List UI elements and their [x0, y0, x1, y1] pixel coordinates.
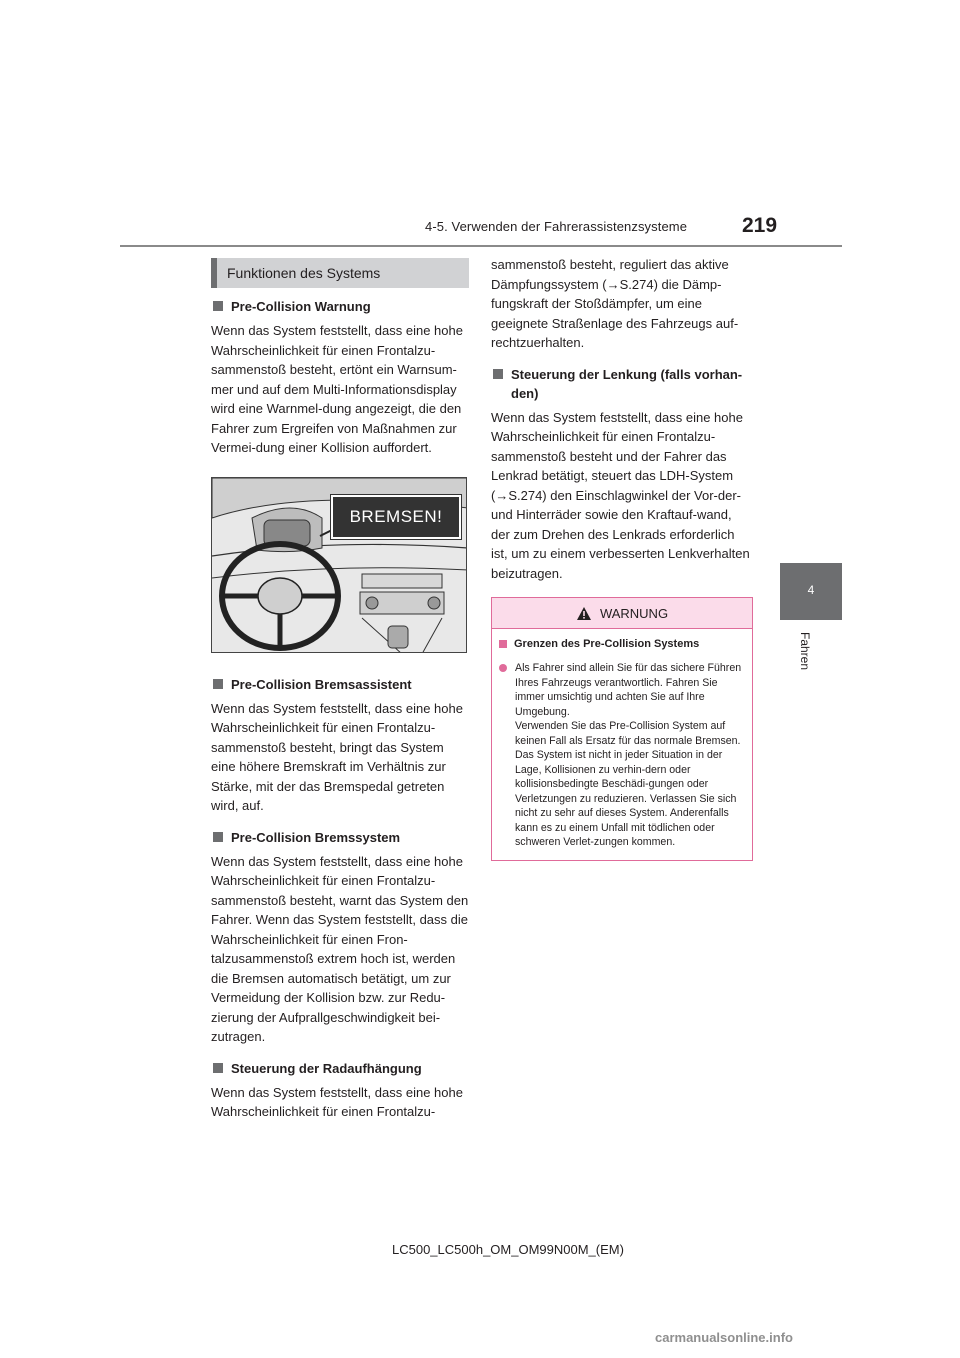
- right-column: [491, 255, 753, 861]
- heading-text: Steuerung der Radaufhängung: [231, 1060, 422, 1076]
- paragraph-steuerung-lenkung: Wenn das System feststellt, dass eine hohe Wahrscheinlichkeit für einen Frontalzu-sammenstoß besteht und der Fahrer das Lenkrad betätigt, steuert das LDH-System (→S.274) den Einschlagwinkel der Vor-der- und Hinterräder sowie den Kraftauf-wand, der zum Drehen des Lenkrads erforderlich ist, um zu einem verbesserten Lenkverhalten beizutragen.: [491, 409, 750, 581]
- warning-triangle-icon: [576, 606, 592, 621]
- chapter-tab-label: Fahren: [798, 632, 812, 671]
- warning-heading: [498, 637, 743, 652]
- heading-pre-collision-warnung: [211, 297, 469, 316]
- heading-steuerung-radaufhaengung: [211, 1059, 469, 1078]
- heading-text: Pre-Collision Bremssystem: [231, 829, 401, 845]
- square-bullet-icon: [499, 640, 507, 648]
- header-rule: [120, 245, 842, 247]
- document-code: LC500_LC500h_OM_OM99N00M_(EM): [392, 1242, 624, 1257]
- page-number: 219: [742, 214, 778, 237]
- paragraph-pre-collision-bremssystem: Wenn das System feststellt, dass eine hohe Wahrscheinlichkeit für einen Frontalzu-sammenstoß besteht, warnt das System den Fahrer. Wenn das System feststellt, dass die Wahrscheinlichkeit für einen Fron-talzusammenstoß extrem hoch ist, werden die Bremsen automatisch betätigt, um zur Vermeidung der Kollision bzw. zur Redu-zierung der Aufprallgeschwindigkeit bei-zutragen.: [211, 853, 469, 1044]
- heading-text: Steuerung der Lenkung (falls vorhan-den): [511, 366, 743, 401]
- square-bullet-icon: [213, 832, 223, 842]
- square-bullet-icon: [213, 679, 223, 689]
- section-title: Funktionen des Systems: [227, 265, 381, 281]
- square-bullet-icon: [213, 301, 223, 311]
- section-title-bar: [211, 258, 469, 288]
- warning-title: WARNUNG: [599, 605, 669, 621]
- warning-box: [491, 597, 753, 861]
- paragraph-pre-collision-bremsassistent: Wenn das System feststellt, dass eine hohe Wahrscheinlichkeit für einen Frontalzu-sammenstoß besteht, bringt das System eine höhere Bremskraft im Verhältnis zur Stärke, mit der das Bremspedal getreten wird, auf.: [211, 700, 463, 813]
- paragraph-pre-collision-warnung: Wenn das System feststellt, dass eine hohe Wahrscheinlichkeit für einen Frontalzu-sammenstoß besteht, ertönt ein Warnsum-mer und auf dem Multi-Informationsdisplay wird eine Warnmel-dung angezeigt, die den Fahrer zum Ergreifen von Maßnahmen zur Vermei-dung einer Kollision auffordert.: [211, 323, 463, 455]
- warning-heading-text: Grenzen des Pre-Collision Systems: [514, 638, 700, 650]
- heading-pre-collision-bremsassistent: [211, 675, 469, 694]
- heading-text: Pre-Collision Warnung: [231, 299, 371, 314]
- round-bullet-icon: [499, 664, 507, 672]
- warning-header: [492, 598, 752, 629]
- square-bullet-icon: [493, 369, 503, 379]
- watermark[interactable]: carmanualsonline.info: [655, 1330, 793, 1345]
- paragraph-radaufhaengung-continued: sammenstoß besteht, reguliert das aktive Dämpfungssystem (→S.274) die Dämp-fungskraft der Stoßdämpfer, um eine geeignete Straßenlage des Fahrzeugs auf-rechtzuerhalten.: [491, 257, 739, 350]
- warning-body: [492, 629, 752, 860]
- warning-item: [498, 661, 743, 850]
- square-bullet-icon: [213, 1063, 223, 1073]
- heading-steuerung-lenkung: [491, 365, 753, 403]
- heading-pre-collision-bremssystem: [211, 828, 469, 847]
- brake-warning-message: BREMSEN!: [331, 495, 461, 539]
- warning-text-2: Verwenden Sie das Pre-Collision System auf keinen Fall als Ersatz für das normale Bremsen. Das System ist nicht in jeder Situation in der Lage, Kollisionen zu verhin-dern oder kollisionsbedingte Beschädi-gungen oder Verletzungen zu reduzieren. Verlassen Sie sich nicht zu sehr auf dieses System. Anderenfalls kann es zu einem Unfall mit tödlichen oder schweren Verlet-zungen kommen.: [515, 720, 741, 848]
- header-section-title: 4-5. Verwenden der Fahrerassistenzsysteme: [425, 219, 688, 234]
- chapter-tab-number: 4: [807, 583, 815, 597]
- left-column: [211, 258, 469, 1122]
- warning-text-1: Als Fahrer sind allein Sie für das sichere Führen Ihres Fahrzeugs verantwortlich. Fahren Sie immer umsichtig und achten Sie auf Ihre Umgebung.: [515, 662, 742, 718]
- paragraph-steuerung-radaufhaengung: Wenn das System feststellt, dass eine hohe Wahrscheinlichkeit für einen Frontalzu-: [211, 1084, 463, 1119]
- heading-text: Pre-Collision Bremsassistent: [231, 676, 412, 692]
- dashboard-illustration: [211, 477, 467, 653]
